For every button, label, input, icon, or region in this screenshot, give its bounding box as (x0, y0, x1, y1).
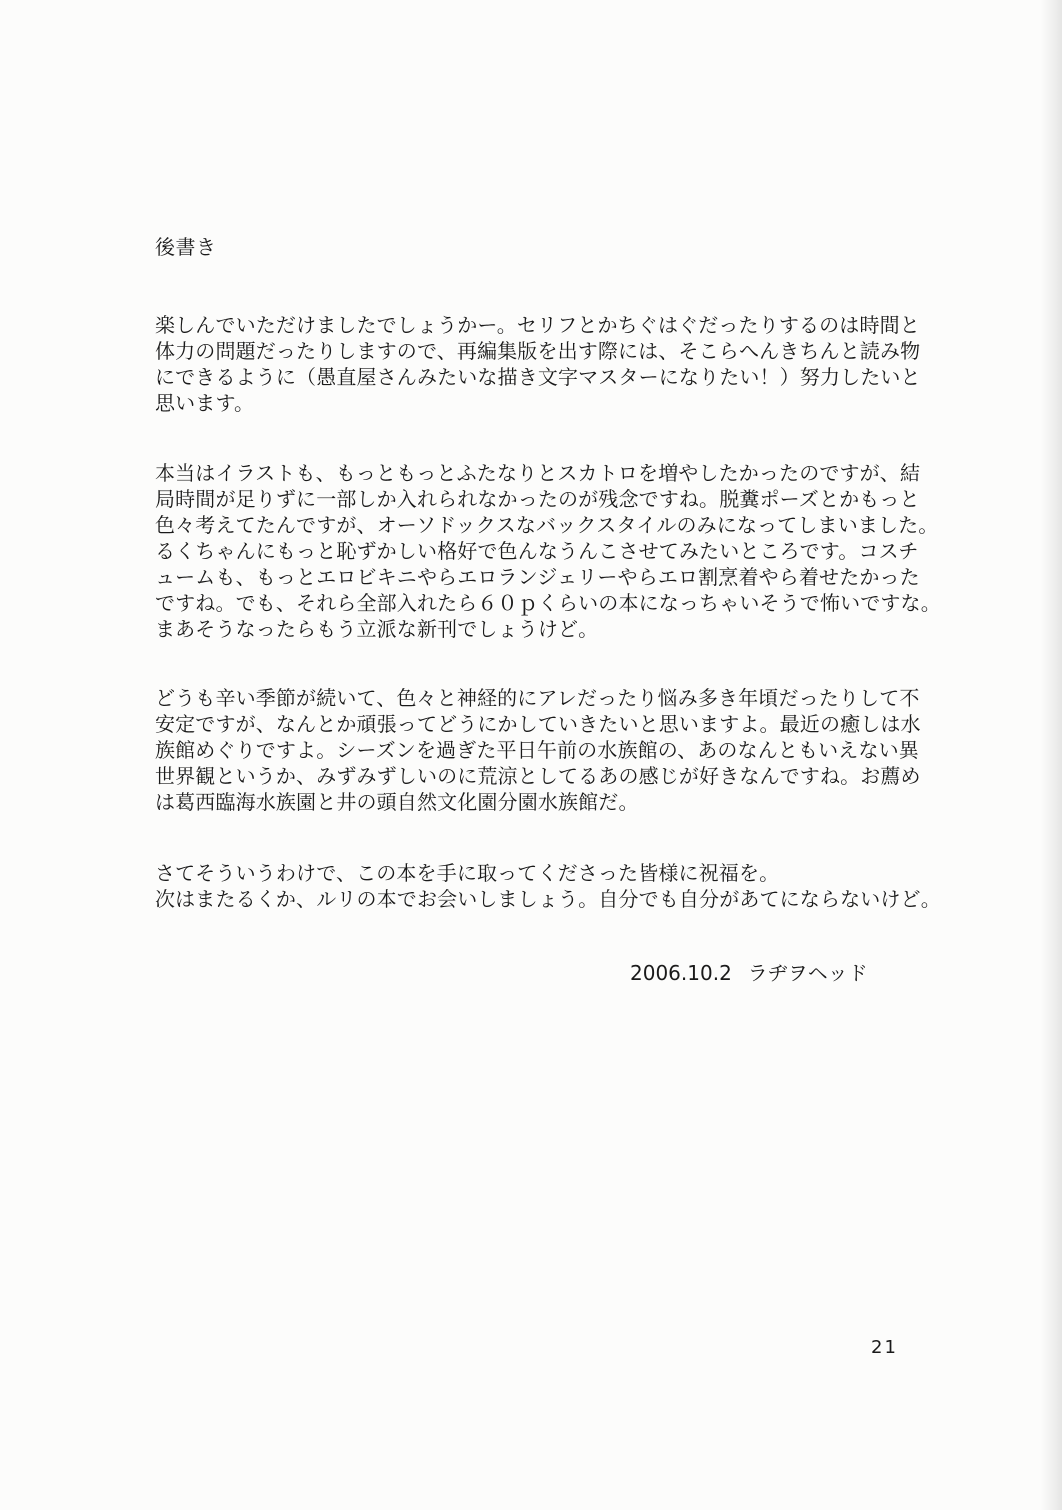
paragraph-line: さてそういうわけで、この本を手に取ってくださった皆様に祝福を。 (155, 861, 780, 885)
paragraph-line: 思います。 (155, 391, 255, 415)
page-edge-shadow (1040, 0, 1062, 1510)
paragraph-line: 体力の問題だったりしますので、再編集版を出す際には、そこらへんきちんと読み物 (155, 339, 921, 363)
signature (630, 960, 868, 986)
page-number: 21 (871, 1337, 898, 1358)
paragraph-3 (155, 685, 921, 815)
paragraph-2 (155, 460, 941, 642)
paragraph-1 (155, 312, 921, 416)
signature-date: 2006.10.2 (630, 961, 732, 985)
paragraph-line: どうも辛い季節が続いて、色々と神経的にアレだったり悩み多き年頃だったりして不 (155, 686, 920, 710)
paragraph-line: 次はまたるくか、ルリの本でお会いしましょう。自分でも自分があてにならないけど。 (155, 887, 941, 911)
paragraph-line: にできるように（愚直屋さんみたいな描き文字マスターになりたい！）努力したいと (155, 365, 921, 389)
paragraph-line: 安定ですが、なんとか頑張ってどうにかしていきたいと思いますよ。最近の癒しは水 (155, 712, 921, 736)
paragraph-line: ュームも、もっとエロビキニやらエロランジェリーやらエロ割烹着やら着せたかった (155, 565, 920, 589)
signature-author: ラヂヲヘッド (747, 961, 868, 985)
paragraph-line: 色々考えてたんですが、オーソドックスなバックスタイルのみになってしまいました。 (155, 513, 939, 537)
paragraph-4 (155, 860, 941, 912)
paragraph-line: 族館めぐりですよ。シーズンを過ぎた平日午前の水族館の、あのなんともいえない異 (155, 738, 919, 762)
paragraph-line: は葛西臨海水族園と井の頭自然文化園分園水族館だ。 (155, 790, 639, 814)
paragraph-line: 本当はイラストも、もっともっとふたなりとスカトロを増やしたかったのですが、結 (155, 461, 921, 485)
paragraph-line: 楽しんでいただけましたでしょうかー。セリフとかちぐはぐだったりするのは時間と (155, 313, 920, 337)
afterword-heading: 後書き (155, 235, 217, 259)
paragraph-line: るくちゃんにもっと恥ずかしい格好で色んなうんこさせてみたいところです。コスチ (155, 539, 919, 563)
paragraph-line: まあそうなったらもう立派な新刊でしょうけど。 (155, 617, 599, 641)
paragraph-line: ですね。でも、それら全部入れたら６０ｐくらいの本になっちゃいそうで怖いですな。 (155, 591, 941, 615)
paragraph-line: 世界観というか、みずみずしいのに荒涼としてるあの感じが好きなんですね。お薦め (155, 764, 921, 788)
paragraph-line: 局時間が足りずに一部しか入れられなかったのが残念ですね。脱糞ポーズとかもっと (155, 487, 920, 511)
